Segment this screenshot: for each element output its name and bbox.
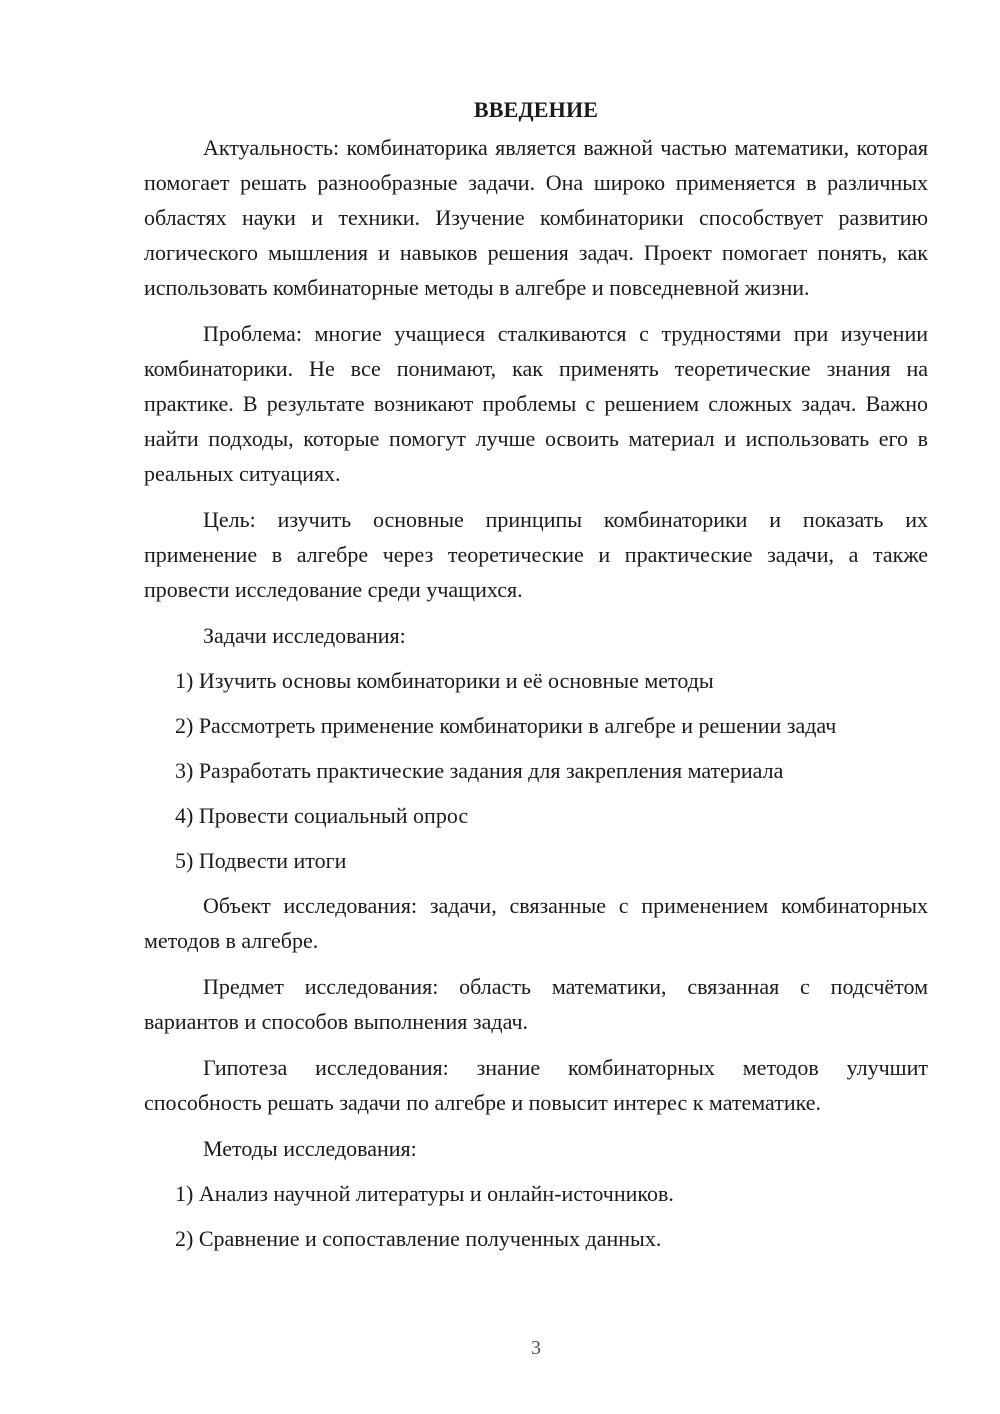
tasks-list	[144, 663, 928, 878]
task-item: 3) Разработать практические задания для закрепления материала	[175, 758, 784, 783]
problem-paragraph: Проблема: многие учащиеся сталкиваются с трудностями при изучении комбинаторики. Не все понимают, как применять теоретические знания на практике. В результате возникают проблемы с решением сложных задач. Важно найти подходы, которые помогут лучше освоить материал и использовать его в реальных ситуациях.	[144, 321, 928, 486]
task-item: 2) Рассмотреть применение комбинаторики в алгебре и решении задач	[175, 713, 837, 738]
page-number: 3	[531, 1337, 541, 1359]
subject-paragraph: Предмет исследования: область математики, связанная с подсчётом вариантов и способов выполнения задач.	[144, 974, 928, 1034]
page-content	[144, 94, 928, 1266]
task-item: 1) Изучить основы комбинаторики и её основные методы	[175, 668, 714, 693]
section-heading: ВВЕДЕНИЕ	[473, 97, 599, 122]
methods-list	[144, 1176, 928, 1256]
object-paragraph: Объект исследования: задачи, связанные с применением комбинаторных методов в алгебре.	[144, 893, 928, 953]
task-item: 5) Подвести итоги	[175, 848, 347, 873]
tasks-label: Задачи исследования:	[203, 623, 406, 648]
method-item: 1) Анализ научной литературы и онлайн-источников.	[175, 1181, 674, 1206]
relevance-paragraph: Актуальность: комбинаторика является важной частью математики, которая помогает решать разнообразные задачи. Она широко применяется в различных областях науки и техники. Изучение комбинаторики способствует развитию логического мышления и навыков решения задач. Проект помогает понять, как использовать комбинаторные методы в алгебре и повседневной жизни.	[144, 135, 928, 300]
goal-paragraph: Цель: изучить основные принципы комбинаторики и показать их применение в алгебре через теоретические и практические задачи, а также провести исследование среди учащихся.	[144, 507, 928, 602]
task-item: 4) Провести социальный опрос	[175, 803, 469, 828]
method-item: 2) Сравнение и сопоставление полученных данных.	[175, 1226, 662, 1251]
methods-label: Методы исследования:	[203, 1136, 417, 1161]
hypothesis-paragraph: Гипотеза исследования: знание комбинаторных методов улучшит способность решать задачи по алгебре и повысит интерес к математике.	[144, 1055, 928, 1115]
